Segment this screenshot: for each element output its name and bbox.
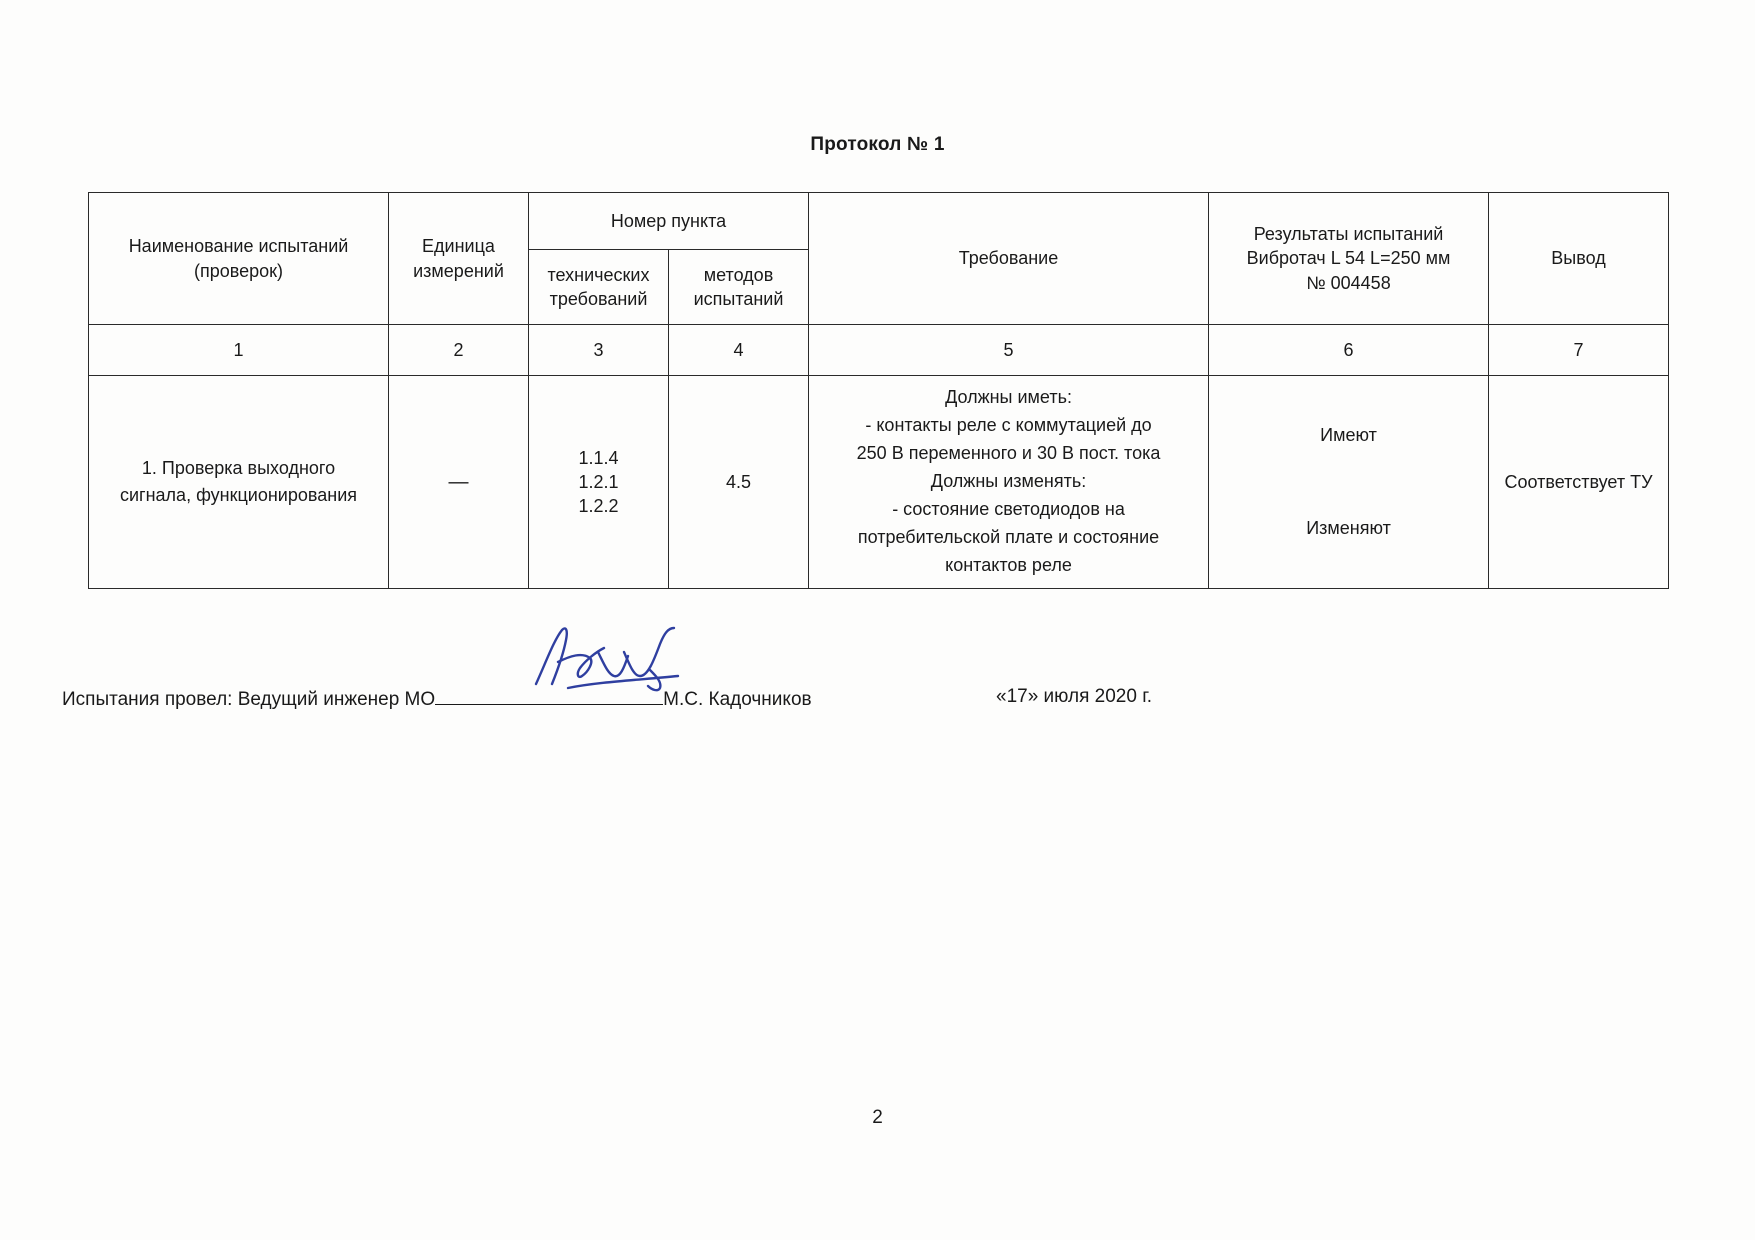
cell-unit: — xyxy=(389,376,529,589)
requirement-line-3: 250 В переменного и 30 В пост. тока xyxy=(856,443,1161,464)
test-name-line1: 1. Проверка выходного xyxy=(141,458,336,478)
header-cell-name xyxy=(89,193,389,325)
header-unit-line2: измерений xyxy=(413,260,504,281)
table-header-row xyxy=(89,193,1669,250)
result-top: Имеют xyxy=(1320,425,1377,445)
header-unit-line1: Единица xyxy=(422,236,495,257)
column-number-7: 7 xyxy=(1489,325,1669,376)
column-number-3: 3 xyxy=(529,325,669,376)
table-column-number-row xyxy=(89,325,1669,376)
tech-point-1: 1.1.4 xyxy=(578,447,619,468)
cell-test-name xyxy=(89,376,389,589)
cell-conclusion: Соответствует ТУ xyxy=(1489,376,1669,589)
tech-point-2: 1.2.1 xyxy=(578,471,619,492)
requirement-line-6: потребительской плате и состояние xyxy=(857,526,1160,547)
header-cell-unit xyxy=(389,193,529,325)
header-cell-test-methods xyxy=(669,250,809,325)
table-row xyxy=(89,376,1669,589)
cell-tech-points xyxy=(529,376,669,589)
column-number-2: 2 xyxy=(389,325,529,376)
header-tech-line2: требований xyxy=(549,289,648,309)
header-cell-results xyxy=(1209,193,1489,325)
signature-prefix: Испытания провел: Ведущий инженер МО xyxy=(62,689,436,710)
signature-name: М.С. Кадочников xyxy=(663,689,812,710)
cell-requirement xyxy=(809,376,1209,589)
requirement-line-4: Должны изменять: xyxy=(930,471,1087,492)
tech-point-3: 1.2.2 xyxy=(578,496,619,517)
page-title: Протокол № 1 xyxy=(810,134,945,155)
cell-method-point: 4.5 xyxy=(669,376,809,589)
header-methods-line2: испытаний xyxy=(693,289,784,309)
header-tech-line1: технических xyxy=(547,264,650,285)
cell-results xyxy=(1209,376,1489,589)
header-cell-item-number: Номер пункта xyxy=(529,193,809,250)
requirement-line-5: - состояние светодиодов на xyxy=(892,498,1125,519)
test-name-line2: сигнала, функционирования xyxy=(119,485,357,505)
handwritten-signature-icon xyxy=(528,622,708,692)
signature-block xyxy=(62,686,812,711)
header-cell-tech-requirements xyxy=(529,250,669,325)
header-name-line1: Наименование испытаний xyxy=(128,236,349,257)
header-results-line1: Результаты испытаний xyxy=(1253,224,1444,245)
column-number-6: 6 xyxy=(1209,325,1489,376)
column-number-1: 1 xyxy=(89,325,389,376)
column-number-4: 4 xyxy=(669,325,809,376)
signature-date: «17» июля 2020 г. xyxy=(996,686,1153,707)
header-cell-requirement: Требование xyxy=(809,193,1209,325)
result-bottom: Изменяют xyxy=(1306,518,1391,538)
header-cell-conclusion: Вывод xyxy=(1489,193,1669,325)
header-results-line2: Вибротач L 54 L=250 мм xyxy=(1246,248,1451,269)
page-number: 2 xyxy=(872,1107,883,1128)
header-methods-line1: методов xyxy=(703,264,774,285)
requirement-line-7: контактов реле xyxy=(945,554,1072,575)
column-number-5: 5 xyxy=(809,325,1209,376)
header-results-line3: № 004458 xyxy=(1306,272,1391,293)
signature-underline xyxy=(435,686,663,705)
header-name-line2: (проверок) xyxy=(193,260,284,281)
requirement-line-2: - контакты реле с коммутацией до xyxy=(865,415,1152,436)
requirement-line-1: Должны иметь: xyxy=(945,387,1072,408)
protocol-table xyxy=(88,192,1669,589)
